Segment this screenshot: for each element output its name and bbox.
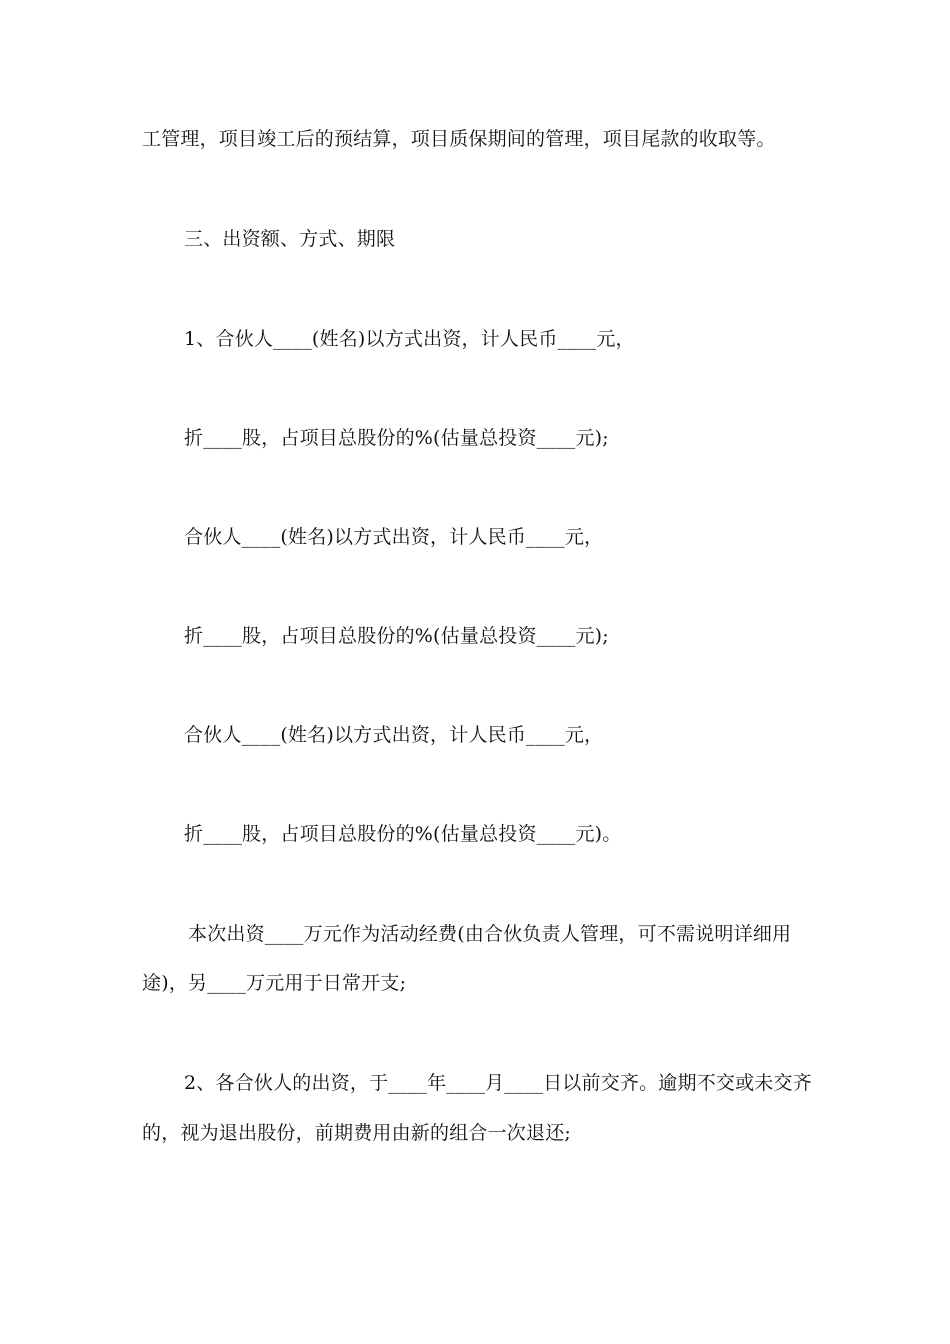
clause-1-shares-2: 折____股，占项目总股份的%(估量总投资____元); [184,625,609,647]
clause-1-partner-1: 1、合伙人____(姓名)以方式出资，计人民币____元， [184,328,635,350]
clause-1-partner-2: 合伙人____(姓名)以方式出资，计人民币____元， [184,526,604,548]
clause-1-shares-1: 折____股，占项目总股份的%(估量总投资____元); [184,427,609,449]
clause-2-line-1: 2、各合伙人的出资，于____年____月____日以前交齐。逾期不交或未交齐 [184,1072,812,1094]
activity-fund-line-2: 途)，另____万元用于日常开支; [142,972,407,994]
activity-fund-line-1: 本次出资____万元作为活动经费(由合伙负责人管理，可不需说明详细用 [188,923,792,945]
clause-1-partner-3: 合伙人____(姓名)以方式出资，计人民币____元， [184,724,604,746]
clause-2-line-2: 的，视为退出股份，前期费用由新的组合一次退还; [142,1122,572,1144]
paragraph-line-continuation: 工管理，项目竣工后的预结算，项目质保期间的管理，项目尾款的收取等。 [142,128,776,150]
section-heading: 三、出资额、方式、期限 [184,228,396,250]
clause-1-shares-3: 折____股，占项目总股份的%(估量总投资____元)。 [184,823,622,845]
